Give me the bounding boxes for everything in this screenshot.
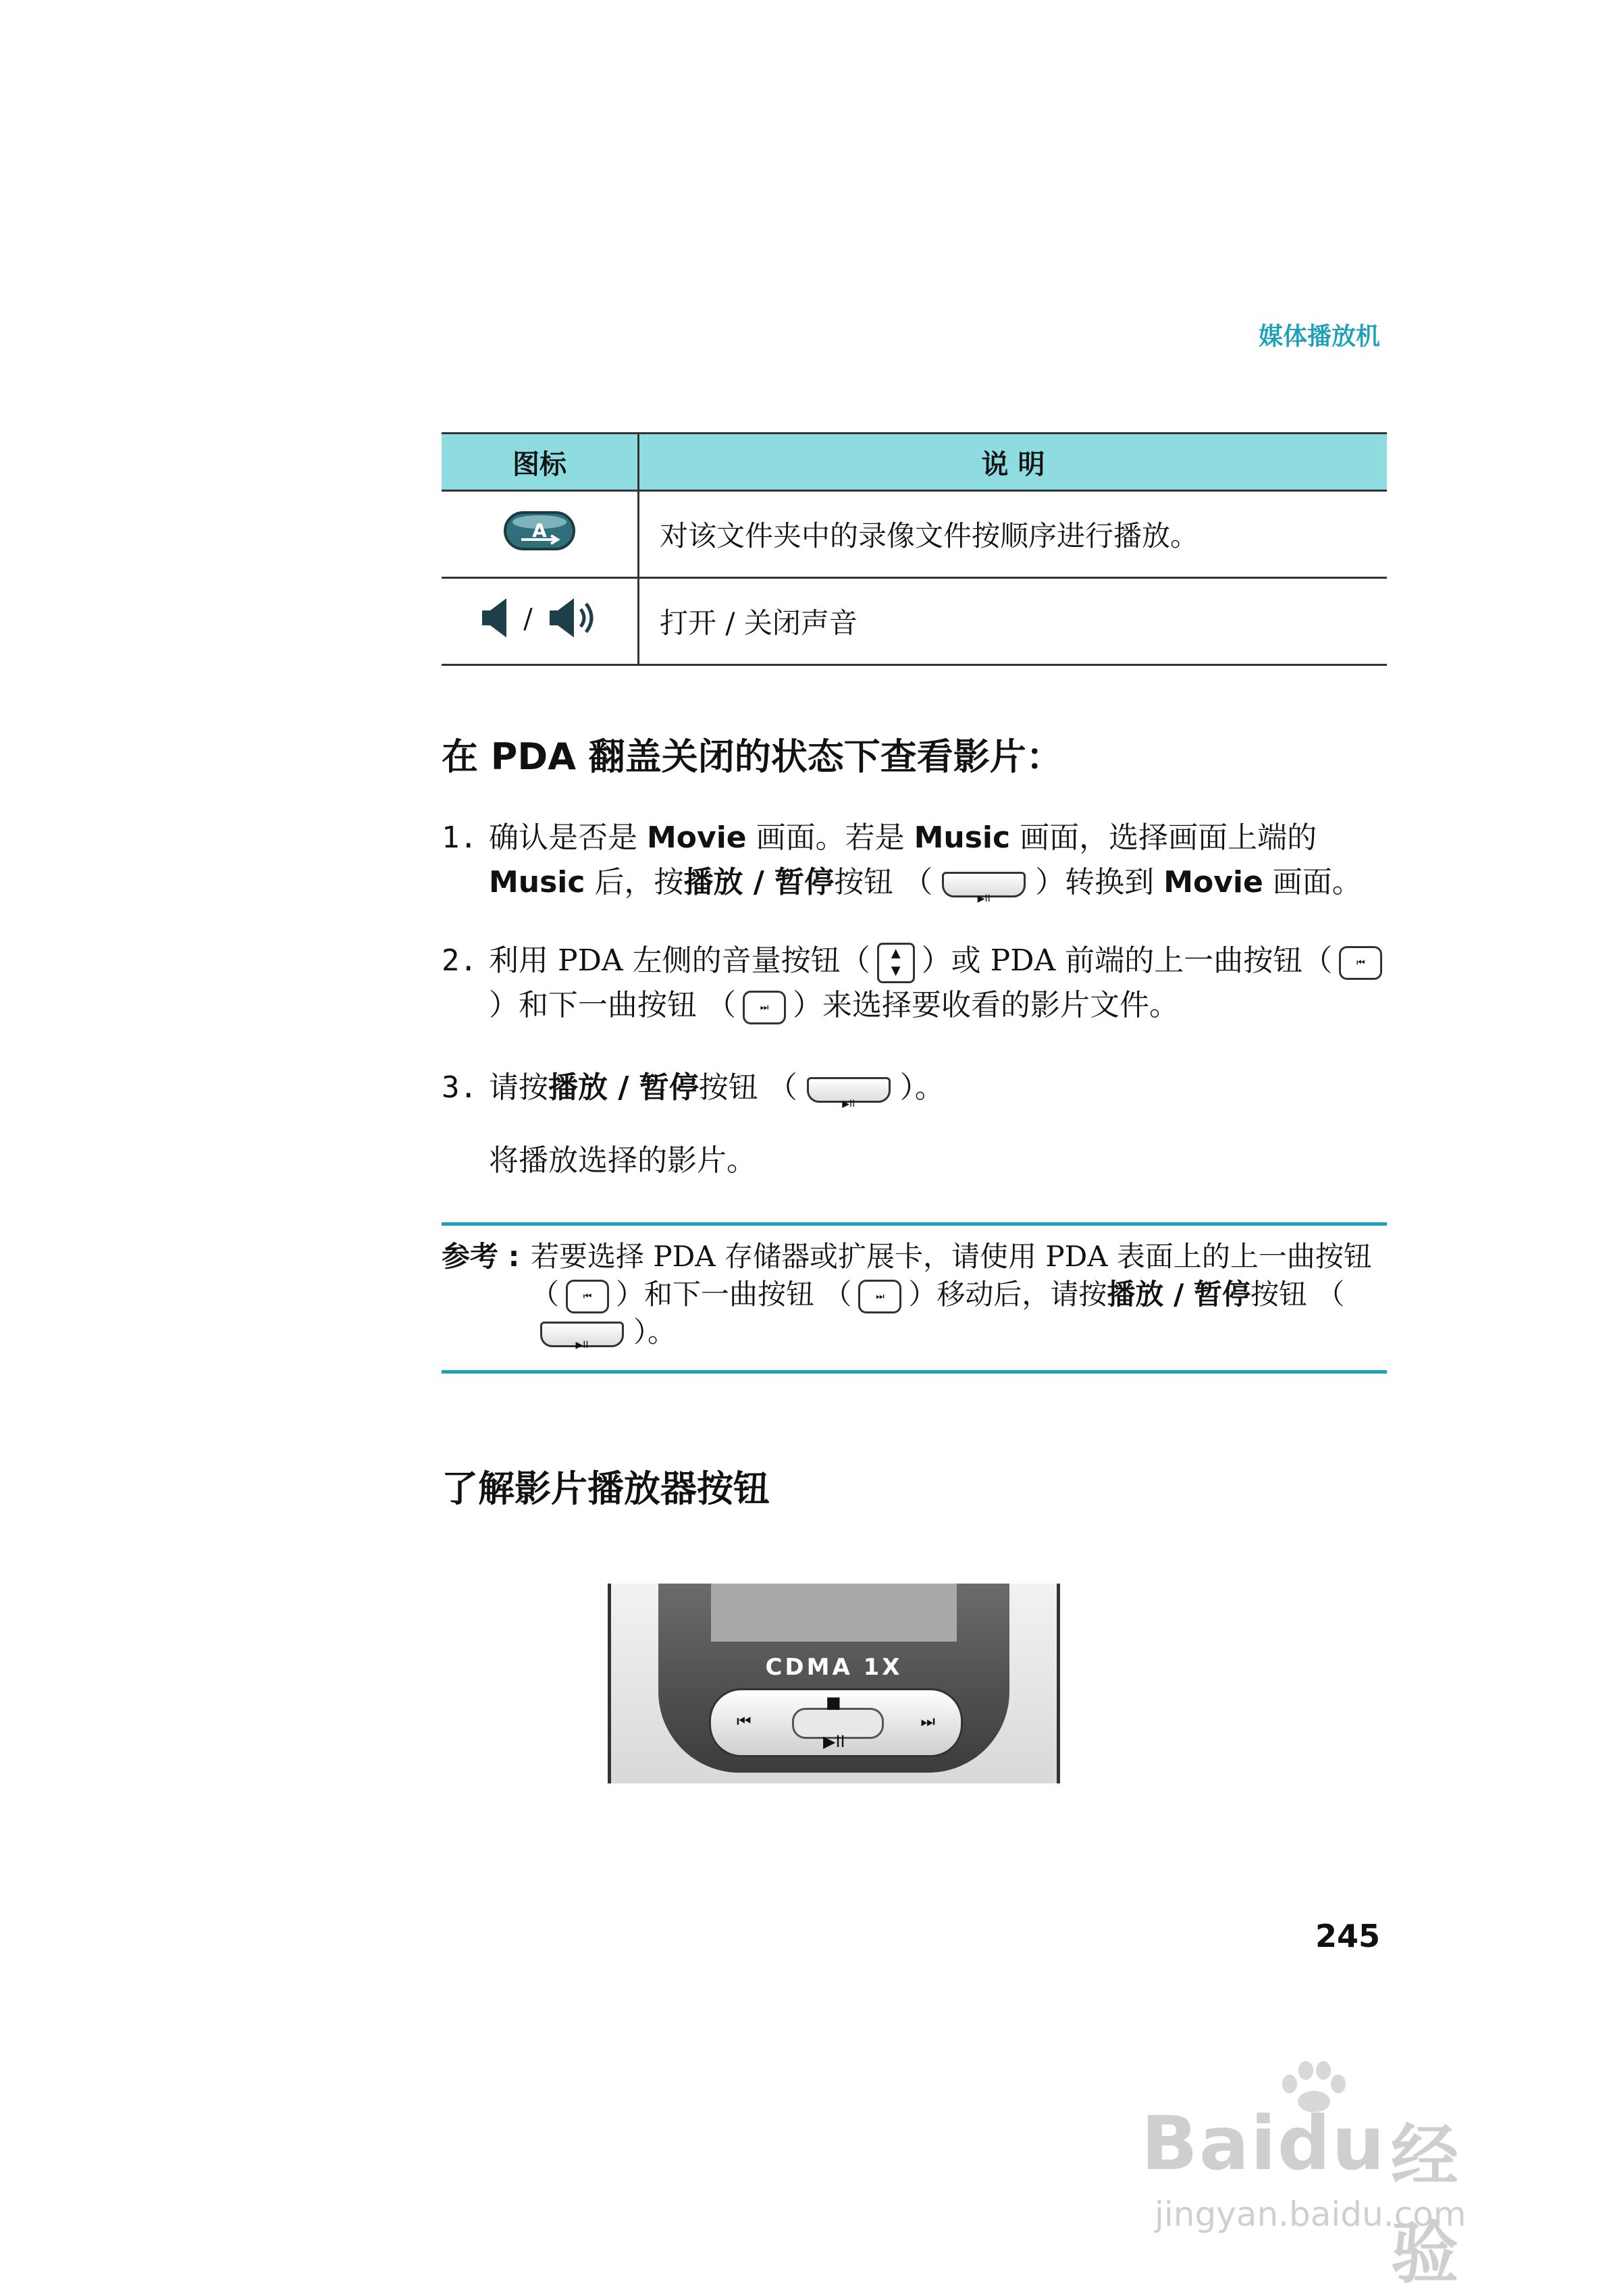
icon-separator: / xyxy=(523,604,533,635)
step-text: 按钮 （ xyxy=(834,865,933,899)
device-face xyxy=(658,1584,1009,1773)
play-pause-button-icon xyxy=(807,1077,891,1103)
watermark xyxy=(1141,2060,1519,2293)
desc-cell: 打开 / 关闭声音 xyxy=(639,578,1388,665)
table-header-row xyxy=(442,434,1387,491)
step-text: ）和下一曲按钮 （ xyxy=(489,988,736,1022)
next-icon: ⏭ xyxy=(920,1712,935,1731)
speaker-sound-icon xyxy=(547,596,600,640)
previous-track-button-icon: ⏮ xyxy=(566,1280,609,1313)
previous-track-button-icon: ⏮ xyxy=(1339,946,1382,980)
note-text-part: 若要选择 PDA 存储器或扩展卡，请使用 PDA 表面上的上一曲按钮 （ xyxy=(531,1240,1372,1311)
bold-term: 播放 / 暂停 xyxy=(1107,1278,1250,1311)
step-number: 3. xyxy=(442,1070,477,1105)
media-button-pad xyxy=(709,1688,963,1757)
note-text-part: ）移动后，请按 xyxy=(908,1278,1107,1311)
section-title: 了解影片播放器按钮 xyxy=(442,1467,770,1510)
step-text: 按钮 （ xyxy=(698,1070,797,1105)
section-title: 在 PDA 翻盖关闭的状态下查看影片： xyxy=(442,735,1063,778)
step-text: ）或 PDA 前端的上一曲按钮（ xyxy=(921,943,1333,978)
note-text-part: 按钮 （ xyxy=(1250,1278,1345,1311)
play-pause-button-icon xyxy=(942,872,1026,897)
previous-icon: ⏮ xyxy=(737,1712,752,1731)
step-result xyxy=(442,1139,1400,1183)
play-pause-button-icon xyxy=(540,1322,624,1347)
step-text: ）。 xyxy=(899,1070,945,1105)
step-text: ）来选择要收看的影片文件。 xyxy=(793,988,1179,1022)
page-number: 245 xyxy=(1315,1918,1380,1954)
svg-text:A: A xyxy=(532,519,547,542)
step-text: 画面。 xyxy=(1263,865,1362,899)
bold-term: Music xyxy=(489,865,585,899)
step-number: 2. xyxy=(442,943,477,978)
icon-cell xyxy=(442,491,639,578)
device-screen xyxy=(711,1584,957,1642)
stop-icon: ■ xyxy=(826,1693,841,1712)
step-text: 利用 PDA 左侧的音量按钮（ xyxy=(489,943,870,978)
note-text-part: ）和下一曲按钮 （ xyxy=(616,1278,852,1311)
next-track-button-icon: ⏭ xyxy=(858,1280,901,1313)
bold-term: Music xyxy=(914,820,1011,855)
step-text: 画面，选择画面上端的 xyxy=(1010,820,1317,855)
note-label: 参考 : xyxy=(442,1240,520,1273)
step-text: ）转换到 xyxy=(1035,865,1164,899)
section-header: 媒体播放机 xyxy=(1258,323,1380,350)
note-text-part: ）。 xyxy=(633,1315,677,1349)
col-desc-header: 说 明 xyxy=(639,434,1388,491)
desc-cell: 对该文件夹中的录像文件按顺序进行播放。 xyxy=(639,491,1388,578)
step-3 xyxy=(442,1066,1400,1110)
watermark-url: jingyan.baidu.com xyxy=(1155,2195,1467,2234)
watermark-cn: 经验 xyxy=(1391,2116,1458,2293)
bold-term: 播放 / 暂停 xyxy=(683,865,835,899)
note-box xyxy=(442,1222,1387,1374)
icon-cell xyxy=(442,578,639,665)
note-text xyxy=(531,1226,1387,1351)
bold-term: Movie xyxy=(647,820,747,855)
device-brand: CDMA 1X xyxy=(765,1654,903,1681)
step-text: 请按 xyxy=(489,1070,548,1105)
next-track-button-icon: ⏭ xyxy=(743,991,786,1024)
step-text: 画面。若是 xyxy=(746,820,914,855)
step-2 xyxy=(442,939,1400,1028)
step-number: 1. xyxy=(442,820,477,855)
table-row xyxy=(442,491,1387,578)
step-1 xyxy=(442,816,1400,905)
col-icon-header: 图标 xyxy=(442,434,639,491)
result-text: 将播放选择的影片。 xyxy=(489,1143,756,1178)
bold-term: 播放 / 暂停 xyxy=(548,1070,699,1105)
speaker-mute-icon xyxy=(479,596,509,640)
table-row xyxy=(442,578,1387,665)
step-text: 后，按 xyxy=(585,865,684,899)
volume-button-icon: ▲ ▼ xyxy=(877,943,915,983)
bold-term: Movie xyxy=(1163,865,1263,899)
play-pause-icon: ▶II xyxy=(823,1732,845,1751)
step-text: 确认是否是 xyxy=(489,820,647,855)
device-illustration xyxy=(608,1584,1060,1783)
icon-table xyxy=(442,432,1387,666)
repeat-a-icon xyxy=(502,507,577,554)
watermark-brand: Baidu xyxy=(1141,2100,1386,2187)
